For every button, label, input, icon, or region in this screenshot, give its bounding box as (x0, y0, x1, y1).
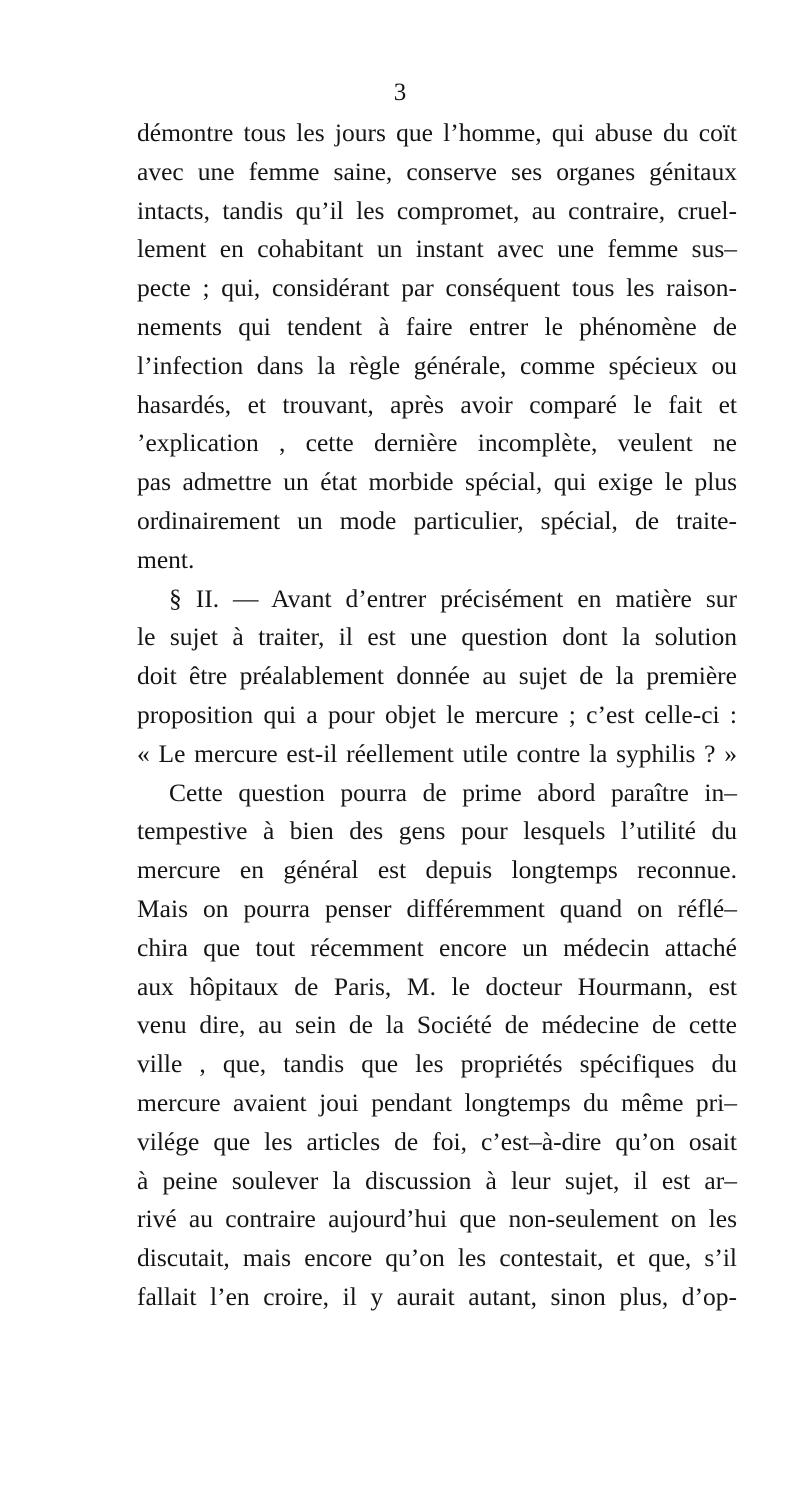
text-line: le sujet à traiter, il est une question dont la solution (137, 622, 737, 652)
text-line: proposition qui a pour objet le mercure ; c’est celle-ci : (137, 699, 737, 729)
text-line: fallait l’en croire, il y aurait autant, sinon plus, d’op- (137, 1281, 737, 1311)
text-line: discutait, mais encore qu’on les contestait, et que, s’il (137, 1243, 737, 1273)
paragraph-end-line: ment. (137, 544, 195, 574)
text-line: ordinairement un mode particulier, spécial, de traite- (137, 505, 737, 535)
text-line: ville , que, tandis que les propriétés spécifiques du (137, 1049, 737, 1079)
paragraph-start-line: Cette question pourra de prime abord paraître in– (169, 777, 737, 807)
text-line: lement en cohabitant un instant avec une femme sus– (137, 234, 737, 264)
section-heading-line: § II. — Avant d’entrer précisément en matière sur (169, 583, 737, 613)
text-line: chira que tout récemment encore un médecin attaché (137, 932, 737, 962)
text-line: mercure avaient joui pendant longtemps du même pri– (137, 1087, 737, 1117)
text-line: nements qui tendent à faire entrer le phénomène de (137, 311, 737, 341)
text-line: démontre tous les jours que l’homme, qui abuse du coït (137, 118, 737, 147)
text-line: hasardés, et trouvant, après avoir comparé le fait et (137, 389, 737, 419)
page-number: 3 (393, 79, 407, 106)
text-line: l’infection dans la règle générale, comme spécieux ou (137, 350, 737, 380)
text-line: pecte ; qui, considérant par conséquent tous les raison- (137, 273, 737, 303)
text-line: rivé au contraire aujourd’hui que non-seulement on les (137, 1204, 737, 1234)
text-line: venu dire, au sein de la Société de médecine de cette (137, 1010, 737, 1040)
text-line: tempestive à bien des gens pour lesquels l’utilité du (137, 816, 737, 846)
quotation-line: « Le mercure est-il réellement utile contre la syphilis ? » (137, 738, 737, 768)
text-line: aux hôpitaux de Paris, M. le docteur Hourmann, est (137, 971, 737, 1001)
text-line: intacts, tandis qu’il les compromet, au contraire, cruel- (137, 195, 737, 225)
text-line: vilége que les articles de foi, c’est–à-dire qu’on osait (137, 1126, 737, 1156)
text-line: avec une femme saine, conserve ses organes génitaux (137, 156, 737, 186)
text-line: à peine soulever la discussion à leur sujet, il est ar– (137, 1165, 737, 1195)
text-line: pas admettre un état morbide spécial, qui exige le plus (137, 467, 737, 497)
text-line: ’explication , cette dernière incomplète, veulent ne (137, 428, 737, 458)
text-line: doit être préalablement donnée au sujet de la première (137, 661, 737, 691)
text-line: Mais on pourra penser différemment quand on réflé– (137, 893, 737, 923)
text-line: mercure en général est depuis longtemps reconnue. (137, 855, 737, 885)
body-text (137, 114, 737, 1317)
